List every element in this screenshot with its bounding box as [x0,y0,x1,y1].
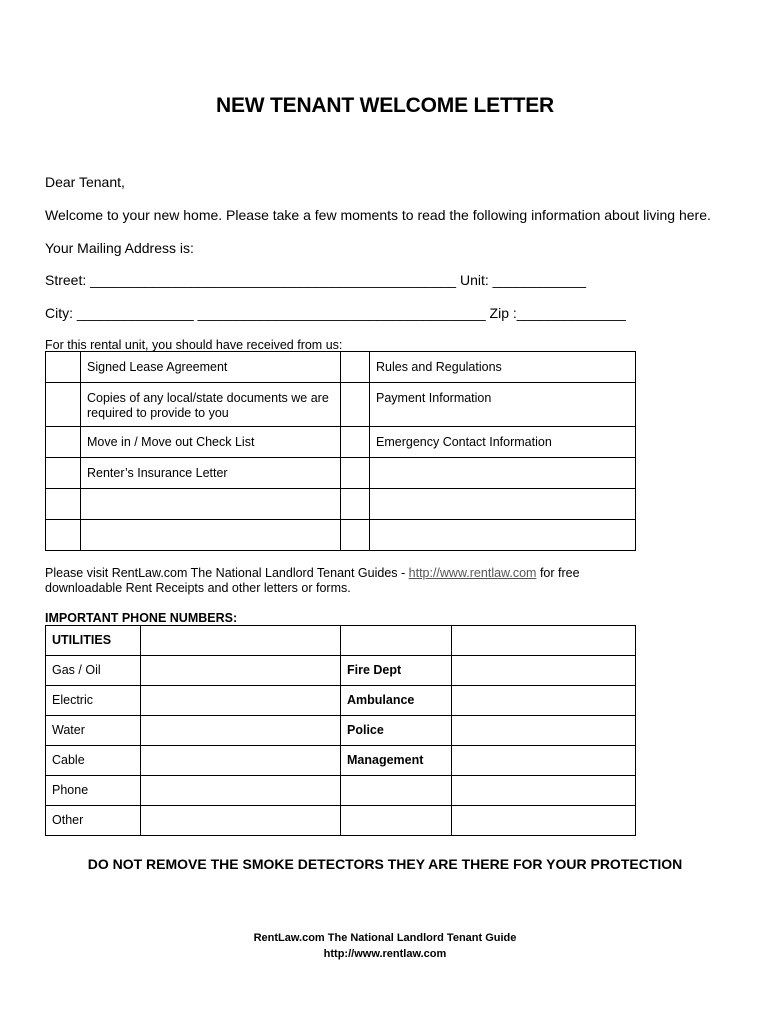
received-item: Rules and Regulations [370,352,636,383]
received-checkbox[interactable] [341,489,370,520]
city-line[interactable]: City: _______________ _____________________________________ Zip :______________ [45,305,626,321]
phone-label: UTILITIES [46,626,141,656]
phone-number-field[interactable] [141,806,341,836]
visit-text [45,566,580,580]
phone-label: Phone [46,776,141,806]
received-item: Move in / Move out Check List [81,427,341,458]
received-item: Payment Information [370,383,636,427]
emergency-label [341,776,452,806]
visit-text-before: Please visit RentLaw.com The National Landlord Tenant Guides - [45,566,409,580]
emergency-label [341,806,452,836]
phone-label: Other [46,806,141,836]
received-checkbox[interactable] [341,383,370,427]
phone-heading: IMPORTANT PHONE NUMBERS: [45,611,238,625]
received-checkbox[interactable] [46,427,81,458]
footer-line2: http://www.rentlaw.com [323,948,447,960]
phone-row [46,686,636,716]
emergency-number-field[interactable] [452,776,636,806]
emergency-number-field[interactable] [452,716,636,746]
received-checkbox[interactable] [341,520,370,551]
received-checkbox[interactable] [46,352,81,383]
emergency-number-field[interactable] [452,806,636,836]
received-checkbox[interactable] [341,458,370,489]
received-intro: For this rental unit, you should have received from us: [45,338,343,352]
received-row [46,520,636,551]
emergency-number-field[interactable] [452,656,636,686]
phone-row [46,746,636,776]
welcome-text: Welcome to your new home. Please take a few moments to read the following information about living here. [45,207,711,223]
mailing-intro: Your Mailing Address is: [45,240,194,256]
received-item [370,520,636,551]
received-items-table [45,351,636,551]
street-line[interactable]: Street: _______________________________________________ Unit: ____________ [45,272,587,288]
phone-number-field[interactable] [141,746,341,776]
received-checkbox[interactable] [341,427,370,458]
emergency-number-field[interactable] [452,746,636,776]
received-item: Renter’s Insurance Letter [81,458,341,489]
phone-number-field[interactable] [141,626,341,656]
received-row [46,383,636,427]
phone-row [46,776,636,806]
received-row [46,489,636,520]
emergency-label: Management [341,746,452,776]
received-item [370,458,636,489]
visit-text-after: for free [536,566,580,580]
received-item: Copies of any local/state documents we are required to provide to you [81,383,341,427]
received-row [46,427,636,458]
received-checkbox[interactable] [341,352,370,383]
salutation: Dear Tenant, [45,174,125,190]
phone-label: Electric [46,686,141,716]
received-item [81,489,341,520]
phone-row [46,626,636,656]
emergency-label: Fire Dept [341,656,452,686]
received-row [46,458,636,489]
received-item: Emergency Contact Information [370,427,636,458]
received-item: Signed Lease Agreement [81,352,341,383]
rentlaw-link[interactable]: http://www.rentlaw.com [408,566,537,580]
received-checkbox[interactable] [46,520,81,551]
emergency-number-field[interactable] [452,626,636,656]
received-row [46,352,636,383]
phone-numbers-table [45,625,636,836]
emergency-label: Ambulance [341,686,452,716]
received-checkbox[interactable] [46,489,81,520]
phone-label: Water [46,716,141,746]
received-item [370,489,636,520]
received-checkbox[interactable] [46,458,81,489]
received-checkbox[interactable] [46,383,81,427]
page-title: NEW TENANT WELCOME LETTER [216,94,554,117]
received-item [81,520,341,551]
visit-text-line2: downloadable Rent Receipts and other letters or forms. [45,581,351,595]
phone-number-field[interactable] [141,686,341,716]
phone-label: Cable [46,746,141,776]
phone-row [46,806,636,836]
phone-number-field[interactable] [141,716,341,746]
phone-number-field[interactable] [141,776,341,806]
emergency-label: Police [341,716,452,746]
footer-line1: RentLaw.com The National Landlord Tenant Guide [253,932,517,944]
smoke-detector-warning: DO NOT REMOVE THE SMOKE DETECTORS THEY ARE THERE FOR YOUR PROTECTION [87,856,683,872]
phone-row [46,716,636,746]
phone-number-field[interactable] [141,656,341,686]
phone-label: Gas / Oil [46,656,141,686]
emergency-label [341,626,452,656]
phone-row [46,656,636,686]
emergency-number-field[interactable] [452,686,636,716]
